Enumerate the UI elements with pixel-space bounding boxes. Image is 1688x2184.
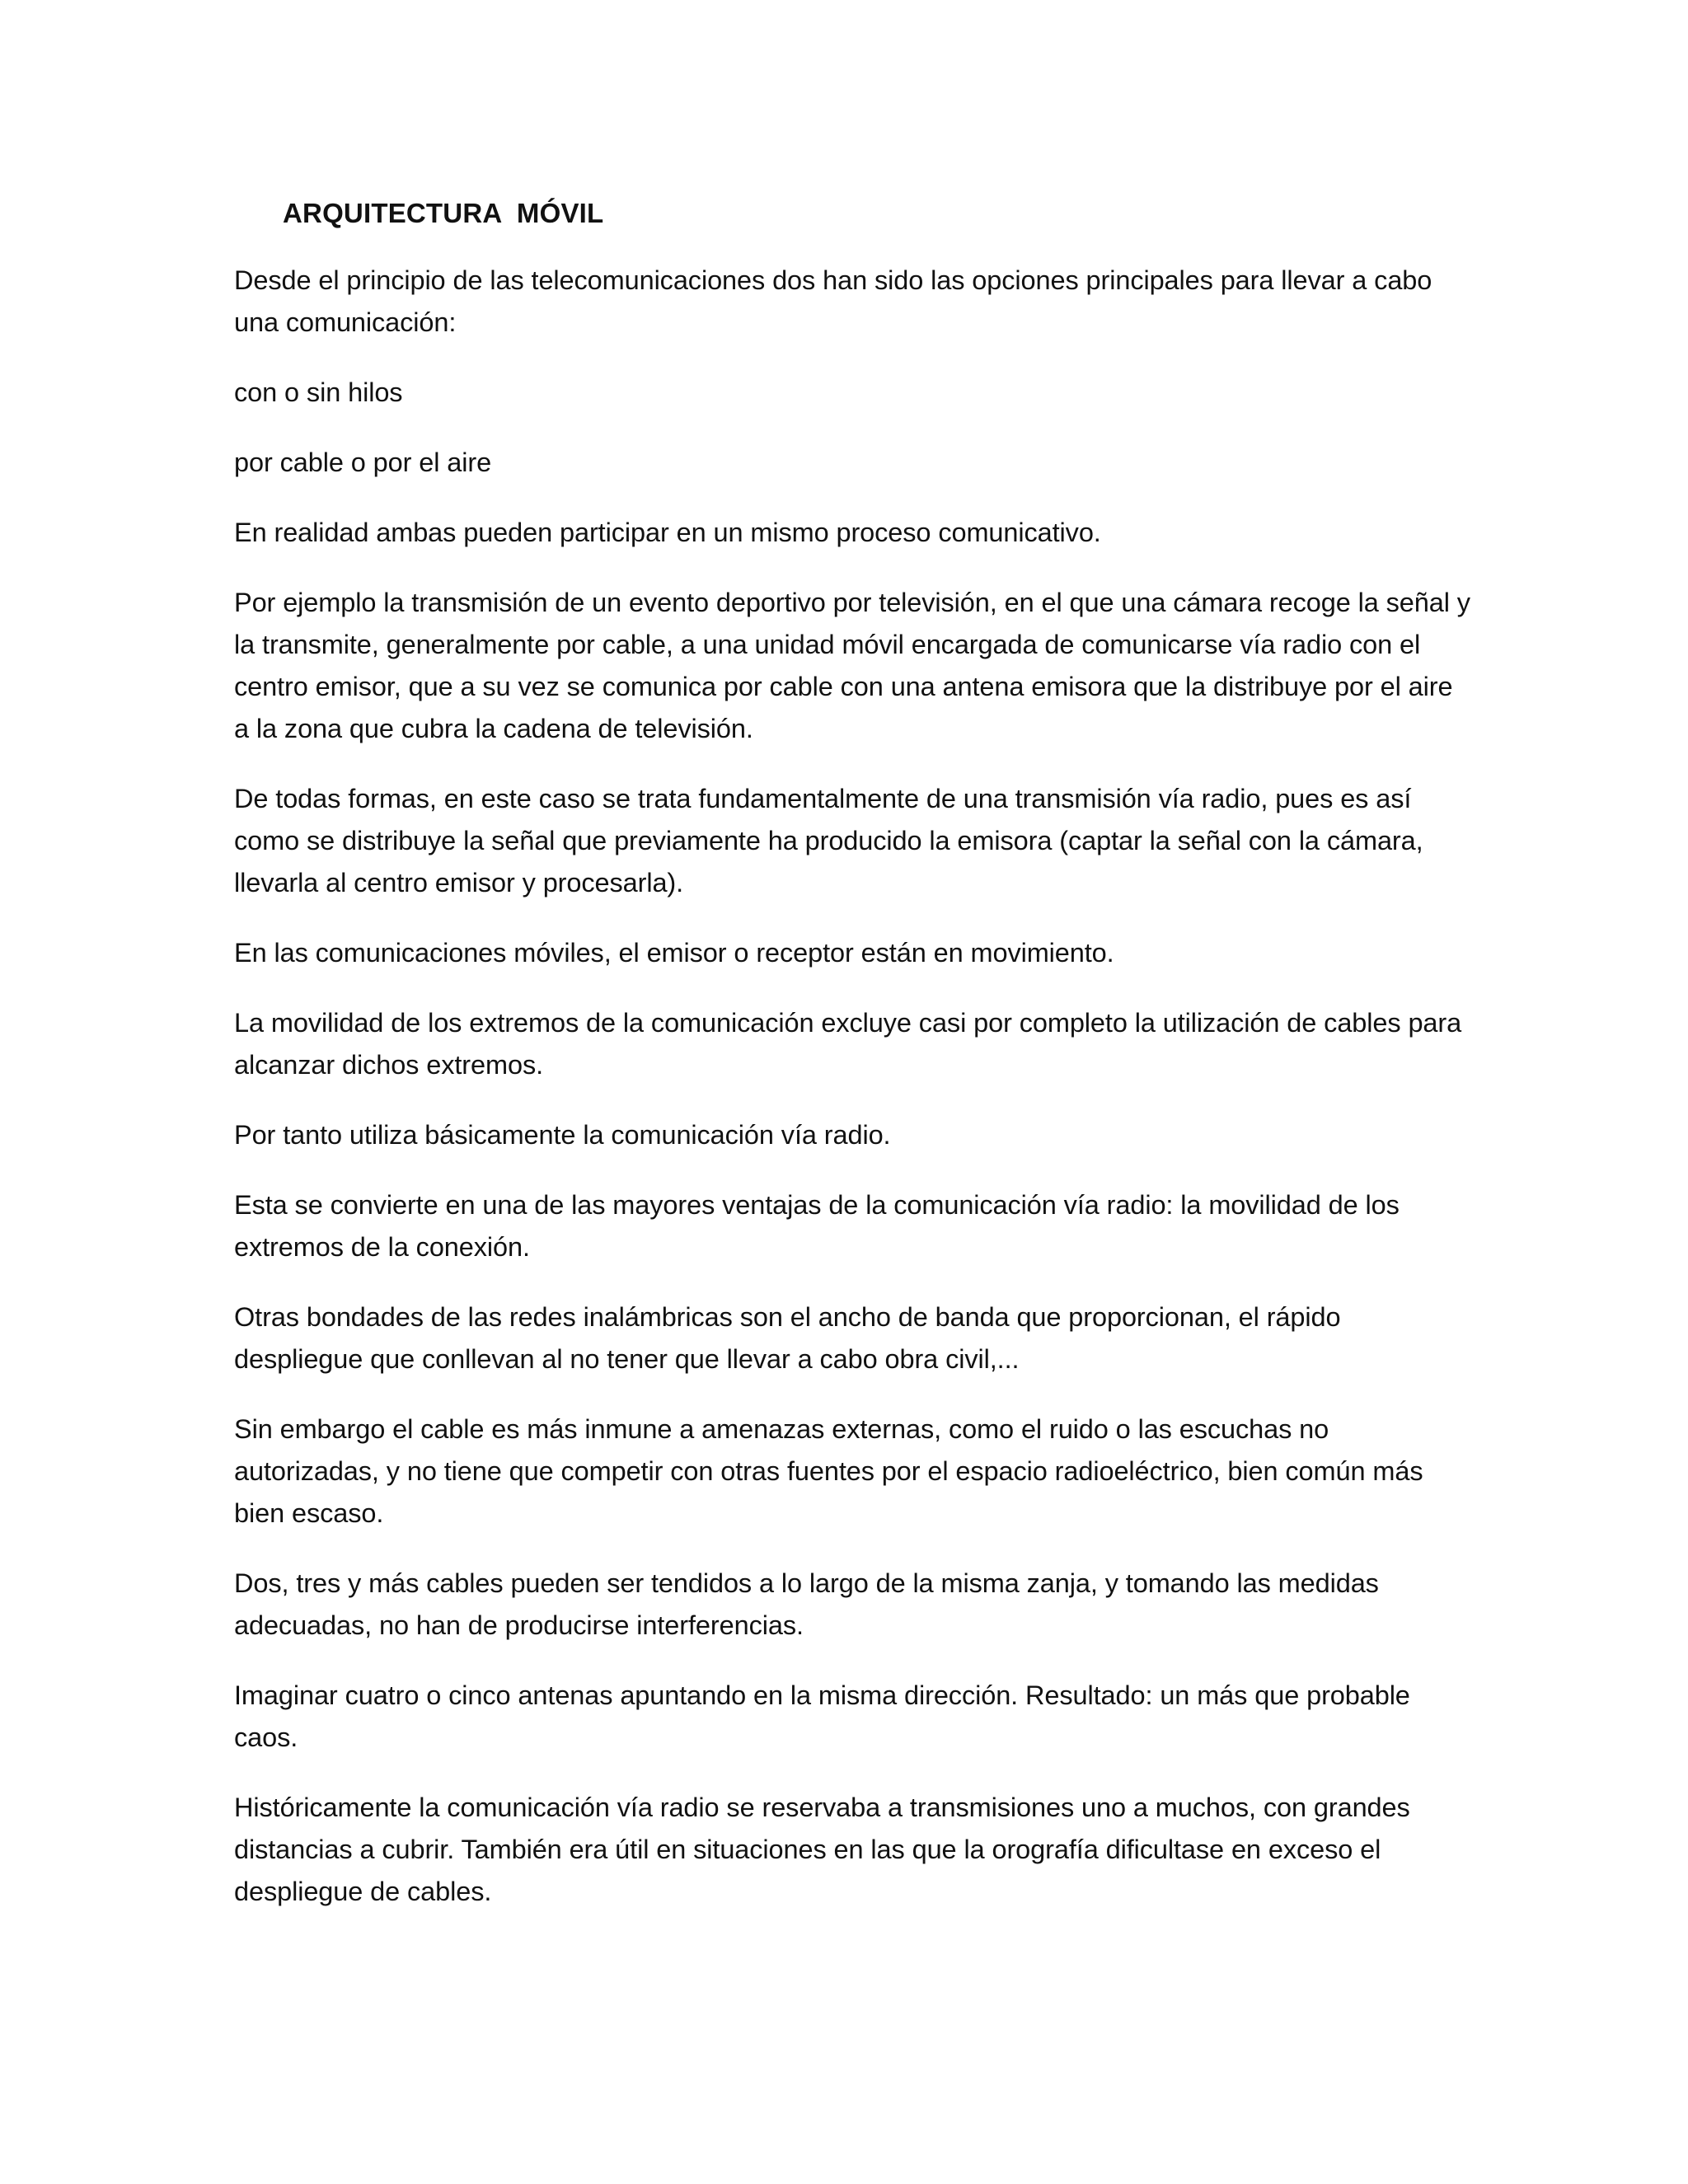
paragraph-radio-distribution: De todas formas, en este caso se trata fundamentalmente de una transmisión vía radio, pues es así como se distribuye la señal que previamente ha producido la emisora (captar la señal con la cámara, llevarla al centro emisor y procesarla). xyxy=(234,784,1423,898)
paragraph-option-cable-air: por cable o por el aire xyxy=(234,448,492,477)
paragraph-mobile-movement: En las comunicaciones móviles, el emisor o receptor están en movimiento. xyxy=(234,938,1114,968)
paragraph-radio-usage: Por tanto utiliza básicamente la comunicación vía radio. xyxy=(234,1120,891,1150)
paragraph-antenna-chaos: Imaginar cuatro o cinco antenas apuntando en la misma dirección. Resultado: un más que probable caos. xyxy=(234,1680,1410,1752)
paragraph-historical-use: Históricamente la comunicación vía radio se reservaba a transmisiones uno a muchos, con grandes distancias a cubrir. También era útil en situaciones en las que la orografía dificultase en exceso el despliegue de cables. xyxy=(234,1793,1410,1906)
paragraph-wireless-benefits: Otras bondades de las redes inalámbricas son el ancho de banda que proporcionan, el rápido despliegue que conllevan al no tener que llevar a cabo obra civil,... xyxy=(234,1302,1341,1374)
paragraph-tv-example: Por ejemplo la transmisión de un evento deportivo por televisión, en el que una cámara recoge la señal y la transmite, generalmente por cable, a una unidad móvil encargada de comunicarse vía radio con el centro emisor, que a su vez se comunica por cable con una antena emisora que la distribuye por el aire a la zona que cubra la cadena de televisión. xyxy=(234,588,1470,743)
paragraph-option-wired-wireless: con o sin hilos xyxy=(234,377,403,407)
document-body xyxy=(234,194,1470,1913)
document-title: ARQUITECTURA MÓVIL xyxy=(283,198,604,228)
paragraph-mobility-advantage: Esta se convierte en una de las mayores ventajas de la comunicación vía radio: la movilidad de los extremos de la conexión. xyxy=(234,1190,1400,1262)
paragraph-intro: Desde el principio de las telecomunicaciones dos han sido las opciones principales para llevar a cabo una comunicación: xyxy=(234,265,1432,337)
paragraph-both-participate: En realidad ambas pueden participar en un mismo proceso comunicativo. xyxy=(234,518,1101,547)
paragraph-multiple-cables: Dos, tres y más cables pueden ser tendidos a lo largo de la misma zanja, y tomando las medidas adecuadas, no han de producirse interferencias. xyxy=(234,1568,1379,1640)
paragraph-cable-immunity: Sin embargo el cable es más inmune a amenazas externas, como el ruido o las escuchas no autorizadas, y no tiene que competir con otras fuentes por el espacio radioeléctrico, bien común más bien escaso. xyxy=(234,1414,1423,1528)
paragraph-cable-exclusion: La movilidad de los extremos de la comunicación excluye casi por completo la utilización de cables para alcanzar dichos extremos. xyxy=(234,1008,1462,1080)
